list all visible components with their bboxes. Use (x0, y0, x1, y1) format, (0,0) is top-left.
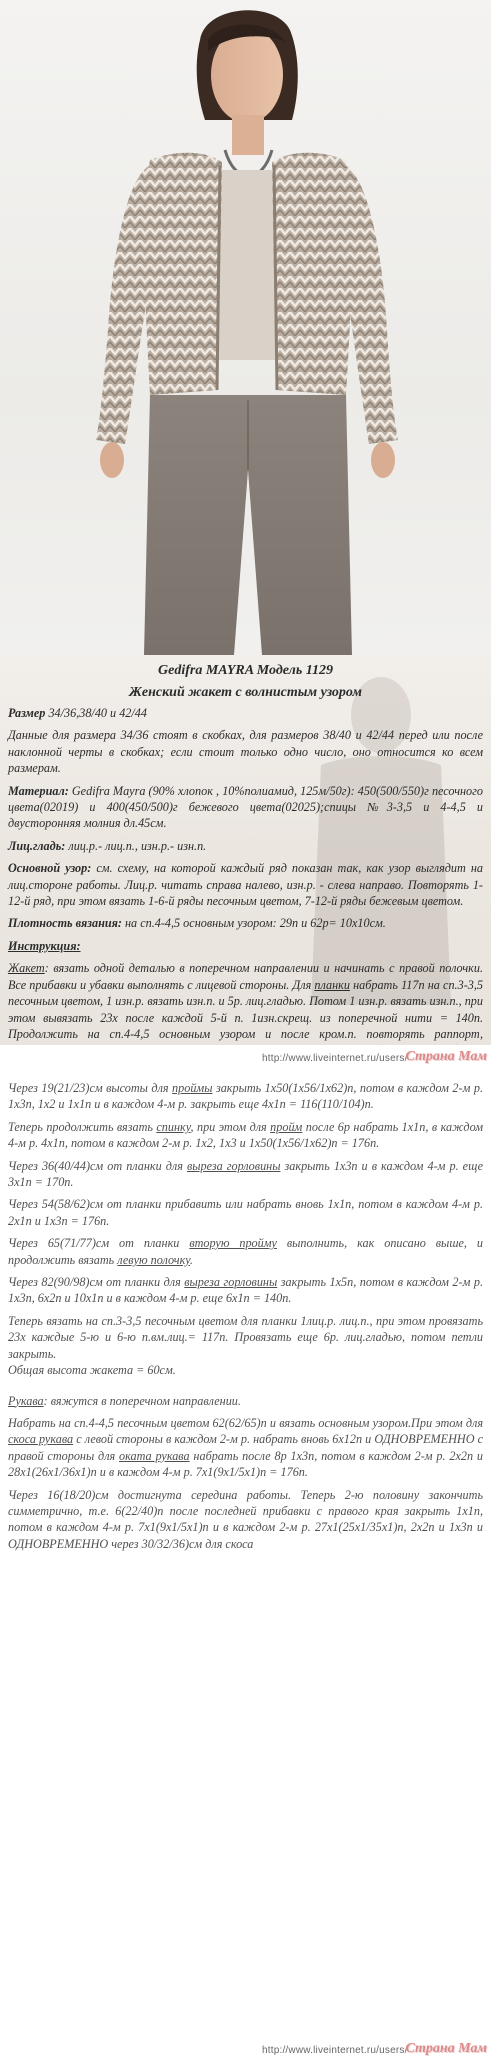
jacket-neck (184, 1043, 277, 1045)
instructions-heading (8, 938, 483, 954)
watermark-logo-bottom: Страна Мам (405, 2041, 487, 2056)
size-label: Размер (8, 706, 46, 720)
stockinette-text: лиц.р.- лиц.п., изн.р.- изн.п. (65, 838, 207, 853)
p10-text-3: набрать после 8р 1х3п, потом в каждом 2-м р. 2х2п и 28х1(26х1/36х1)п и в каждом 4-м р. 7х1(9х1/5х1)п = 176п. (8, 1448, 483, 1480)
pattern-description-part-1 (0, 655, 491, 1045)
p5-left-front: левую полочку (117, 1252, 190, 1267)
total-height: Общая высота жакета = 60см. (8, 1363, 176, 1378)
p10-text: Набрать на сп.4-4,5 песочным цветом 62(62/65)п и вязать основным узором.При этом для (8, 1415, 483, 1430)
jacket-label: Жакет (8, 961, 45, 976)
gauge-text: на сп.4-4,5 основным узором: 29п и 62р= 10х10см. (121, 916, 386, 931)
p3-text-2: закрыть 1х3п и в каждом 4-м р. еще 3х1п = 170п. (8, 1158, 483, 1190)
material-label: Материал: (8, 783, 69, 798)
stockinette-label: Лиц.гладь: (8, 838, 66, 853)
instructions-label: Инструкция: (8, 938, 81, 953)
p2-armholes: пройм (270, 1119, 303, 1134)
watermark-logo: Страна Мам (405, 1049, 487, 1064)
model-title: Gedifra MAYRA Модель 1129 (158, 663, 333, 678)
p3-text: Через 36(40/44)см от планки для (8, 1158, 187, 1173)
plank-paragraph: Теперь вязать на сп.3-3,5 песочным цветом для планки 1лиц.р. лиц.п., при этом провязать 23х каждые 5-ю и 6-ю п.вм.лиц.= 117п. Провязать еще 6р. лиц.гладью, потом петли закрыть. (8, 1313, 483, 1361)
jacket-plank: планки (314, 977, 350, 992)
jacket-text-2: набрать 117п на сп.3-3,5 песочным цветом, 1 изн.р. вязать изн.п. и 5р. лиц.гладью. Потом 1 изн.р. вязать изн.п., при этом вывязать 23х после каждой 5-й п. 1изн.скрещ. из поперечной нити = 140п. Продолжить на сп.4-4,5 основным узором и после кром.п. повторять раппорт, (8, 977, 483, 1041)
sleeves-paragraph (8, 1393, 483, 1409)
p2-text-3: после 6р набрать 1х1п, в каждом 4-м р. 4х1п, потом в каждом 2-м р. 1х2, 1х3 и 1х50(1х56/1х62)п = 176п. (8, 1119, 483, 1151)
p10-sleeve-cap: оката рукава (119, 1448, 190, 1463)
p1-text: Через 19(21/23)см высоты для (8, 1081, 173, 1095)
jacket-text: : вязать одной деталью в поперечном направлении и начинать с правой полочки. Все прибавки и убавки выполнять с лицевой стороны. Для (8, 961, 483, 992)
pattern-description-part-2 (0, 1070, 491, 2060)
p5-text-2: выполнить, как описано выше, и продолжить вязать (8, 1236, 484, 1267)
p2-text: Теперь продолжить вязать (8, 1119, 157, 1134)
gauge-label: Плотность вязания: (8, 916, 122, 931)
p1-text-2: закрыть 1х50(1х56/1х62)п, потом в каждом 2-м р. 1х3п, 1х2 и 1х1п и в каждом 4-м р. закрыть еще 4х1п = 116(110/104)п. (8, 1081, 483, 1112)
size-text: 34/36,38/40 и 42/44 (45, 706, 147, 720)
increase-paragraph: Через 54(58/62)см от планки прибавить или набрать вновь 1х1п, потом в каждом 4-м р. 2х1п и 1х3п = 176п. (8, 1197, 483, 1228)
back-paragraph (8, 1119, 483, 1152)
sleeve-shaping-paragraph (8, 1415, 483, 1481)
p6-text-2: закрыть 1х5п, потом в каждом 2-м р. 1х3п, 6х2п и 10х1п и в каждом 4-м р. еще 6х1п = 140п. (8, 1275, 483, 1306)
armhole-paragraph (8, 1080, 483, 1113)
watermark-url-bottom[interactable]: http://www.liveinternet.ru/users/ (262, 2045, 408, 2056)
p9-text: : вяжутся в поперечном направлении. (43, 1393, 241, 1408)
material-paragraph (8, 783, 483, 832)
front-neck-paragraph (8, 1274, 483, 1307)
p1-armhole: проймы (172, 1081, 213, 1095)
sleeves-label: Рукава (8, 1393, 44, 1408)
watermark-url[interactable]: http://www.liveinternet.ru/users/ (262, 1053, 408, 1064)
back-neck-paragraph (8, 1158, 483, 1191)
p10-text-2: с левой стороны в каждом 2-м р. набрать вновь 6х12п и ОДНОВРЕМЕННО с правой стороны для (8, 1432, 483, 1463)
watermark-strip (0, 1048, 491, 1070)
size-note: Данные для размера 34/36 стоят в скобках, для размеров 38/40 и 42/44 перед или после наклонной черты в скобках; если стоит только одно число, оно относится ко всем размерам. (8, 728, 483, 776)
p3-neck: выреза горловины (186, 1158, 281, 1173)
stockinette-paragraph (8, 838, 483, 854)
p6-neck: выреза горловины (184, 1275, 278, 1290)
p5-text: Через 65(71/77)см от планки (8, 1236, 190, 1251)
second-armhole-paragraph (8, 1235, 483, 1268)
p6-text: Через 82(90/98)см от планки для (8, 1275, 185, 1290)
pattern-label: Основной узор: (8, 861, 92, 876)
p10-sleeve-taper: скоса рукава (8, 1432, 74, 1447)
watermark-strip-bottom (0, 2040, 491, 2061)
p2-back: спинку (156, 1119, 191, 1134)
p2-text-2: , при этом для (190, 1119, 271, 1134)
gauge-paragraph (8, 915, 483, 931)
model-illustration (0, 0, 491, 655)
p5-text-3: . (189, 1252, 193, 1267)
p5-second-armhole: вторую пройму (189, 1236, 277, 1251)
sleeve-middle-paragraph: Через 16(18/20)см достигнута середина работы. Теперь 2-ю половину закончить симметрично, т.е. 6(22/40)п после последней прибавки с правого края закрыть 1х1п, потом в каждом 4-м р. 7х1(9х1/5х1)п и в каждом 2-м р. 27х1(25х1/35х1)п, 2х2п и 1х3п и ОДНОВРЕМЕННО через 30/32/36)см для скоса (8, 1487, 483, 1551)
material-text: Gedifra Mayra (90% хлопок , 10%полиамид, 125м/50г): 450(500/550)г песочного цвета(02019) и 400(450/500)г бежевого цвета(02025);спицы №3-3,5 и 4-4,5 и двусторонняя молния дл.45см. (8, 783, 483, 831)
pattern-paragraph (8, 860, 483, 909)
pattern-text: см. схему, на которой каждый ряд показан так, как узор выглядит на лиц.стороне работы. Лиц.р. читать справа налево, изн.р. - слева направо. Повторять 1-12-й ряд, при этом вязать 1-6-й ряды песочным цветом, 7-12-й ряды бежевым цветом. (8, 861, 483, 909)
size-paragraph (8, 705, 483, 721)
model-subtitle: Женский жакет с волнистым узором (129, 685, 362, 700)
model-photo (0, 0, 491, 655)
jacket-paragraph (8, 960, 483, 1045)
